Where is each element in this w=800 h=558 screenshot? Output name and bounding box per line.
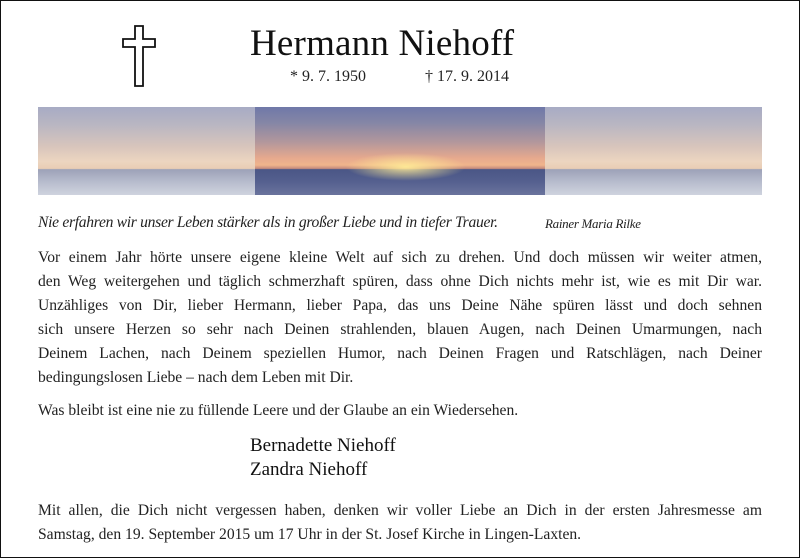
text-line: Vor einem Jahr hörte unsere eigene kleine Welt auf sich zu drehen. Und doch müssen wir weiter atmen,: [38, 249, 762, 266]
paragraph-3: [38, 399, 762, 423]
text-line: Mit allen, die Dich nicht vergessen haben, denken wir voller Liebe an Dich in der ersten Jahresmesse am: [38, 502, 762, 519]
birth-date: * 9. 7. 1950: [290, 68, 366, 85]
signer-name: Zandra Niehoff: [250, 459, 368, 480]
text-line: Unzähliges von Dir, lieber Hermann, lieber Papa, das uns Deine Nähe spüren lässt und doch sehnen: [38, 297, 762, 314]
text-line: sich unsere Herzen so sehr nach Deinen strahlenden, blauen Augen, nach Deinen Umarmungen, nach: [38, 321, 762, 338]
text-line: Deinem Lachen, nach Deinem speziellen Humor, nach Deinen Fragen und Ratschlägen, nach Deiner: [38, 345, 762, 362]
sunset-sea-photo: [38, 107, 762, 195]
quote-text: Nie erfahren wir unser Leben stärker als in großer Liebe und in tiefer Trauer.: [38, 214, 498, 231]
text-line: Samstag, den 19. September 2015 um 17 Uhr in der St. Josef Kirche in Lingen-Laxten.: [38, 525, 582, 543]
paragraph-2: [38, 294, 762, 390]
closing-paragraph: [38, 499, 762, 546]
text-line: bedingungslosen Liebe – nach dem Leben mit Dir.: [38, 369, 354, 386]
sunset-highlight-panel: [255, 107, 545, 195]
text-line: Was bleibt ist eine nie zu füllende Leere und der Glaube an ein Wiedersehen.: [38, 402, 519, 419]
death-date: † 17. 9. 2014: [425, 68, 509, 85]
quote-author: Rainer Maria Rilke: [545, 216, 641, 231]
text-line: den Weg weitergehen und täglich schmerzhaft spüren, dass ohne Dich nichts mehr ist, wie es mit Dir war.: [38, 272, 762, 290]
deceased-name: Hermann Niehoff: [250, 23, 515, 64]
paragraph-1: [38, 246, 762, 293]
signer-name: Bernadette Niehoff: [250, 435, 396, 456]
cross-icon: [122, 25, 156, 87]
